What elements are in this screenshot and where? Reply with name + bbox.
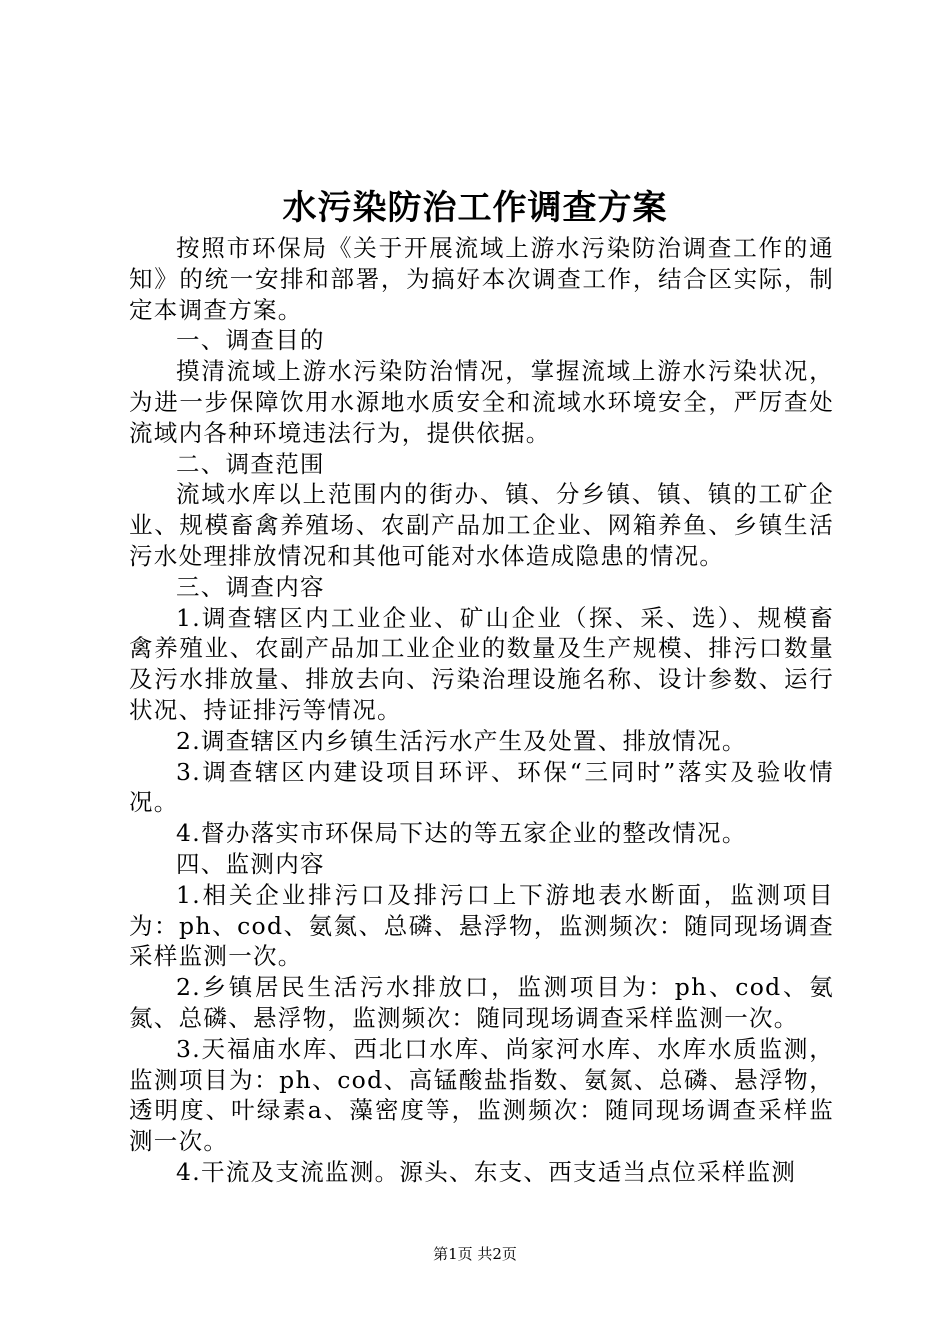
list-item: 2.乡镇居民生活污水排放口，监测项目为：ph、cod、氨氮、总磷、悬浮物，监测频次：随同现场调查采样监测一次。 — [129, 973, 834, 1032]
heading-section-3: 三、调查内容 — [176, 572, 325, 601]
paragraph-intro: 按照市环保局《关于开展流域上游水污染防治调查工作的通知》的统一安排和部署，为搞好本次调查工作，结合区实际，制定本调查方案。 — [129, 234, 834, 324]
list-item: 4.督办落实市环保局下达的等五家企业的整改情况。 — [176, 819, 747, 848]
heading-section-2: 二、调查范围 — [176, 449, 325, 478]
list-item: 1.相关企业排污口及排污口上下游地表水断面，监测项目为：ph、cod、氨氮、总磷、悬浮物，监测频次：随同现场调查采样监测一次。 — [129, 880, 834, 971]
list-item: 1.调查辖区内工业企业、矿山企业（探、采、选）、规模畜禽养殖业、农副产品加工业企业的数量及生产规模、排污口数量及污水排放量、排放去向、污染治理设施名称、设计参数、运行状况、持证排污等情况。 — [129, 603, 834, 724]
paragraph: 摸清流域上游水污染防治情况，掌握流域上游水污染状况，为进一步保障饮用水源地水质安全和流域水环境安全，严厉查处流域内各种环境违法行为，提供依据。 — [129, 357, 834, 447]
list-item: 3.调查辖区内建设项目环评、环保“三同时”落实及验收情况。 — [129, 757, 834, 817]
list-item: 2.调查辖区内乡镇生活污水产生及处置、排放情况。 — [176, 726, 747, 755]
document-title: 水污染防治工作调查方案 — [282, 188, 668, 228]
document-body — [129, 233, 834, 1188]
paragraph: 流域水库以上范围内的街办、镇、分乡镇、镇、镇的工矿企业、规模畜禽养殖场、农副产品加工企业、网箱养鱼、乡镇生活污水处理排放情况和其他可能对水体造成隐患的情况。 — [129, 480, 834, 570]
page-footer: 第1页 共2页 — [433, 1245, 517, 1263]
list-item: 4.干流及支流监测。源头、东支、西支适当点位采样监测 — [176, 1157, 797, 1186]
heading-section-1: 一、调查目的 — [176, 326, 325, 355]
heading-section-4: 四、监测内容 — [176, 849, 325, 878]
list-item: 3.天福庙水库、西北口水库、尚家河水库、水库水质监测，监测项目为：ph、cod、高锰酸盐指数、氨氮、总磷、悬浮物，透明度、叶绿素a、藻密度等，监测频次：随同现场调查采样监测一次。 — [129, 1034, 834, 1156]
